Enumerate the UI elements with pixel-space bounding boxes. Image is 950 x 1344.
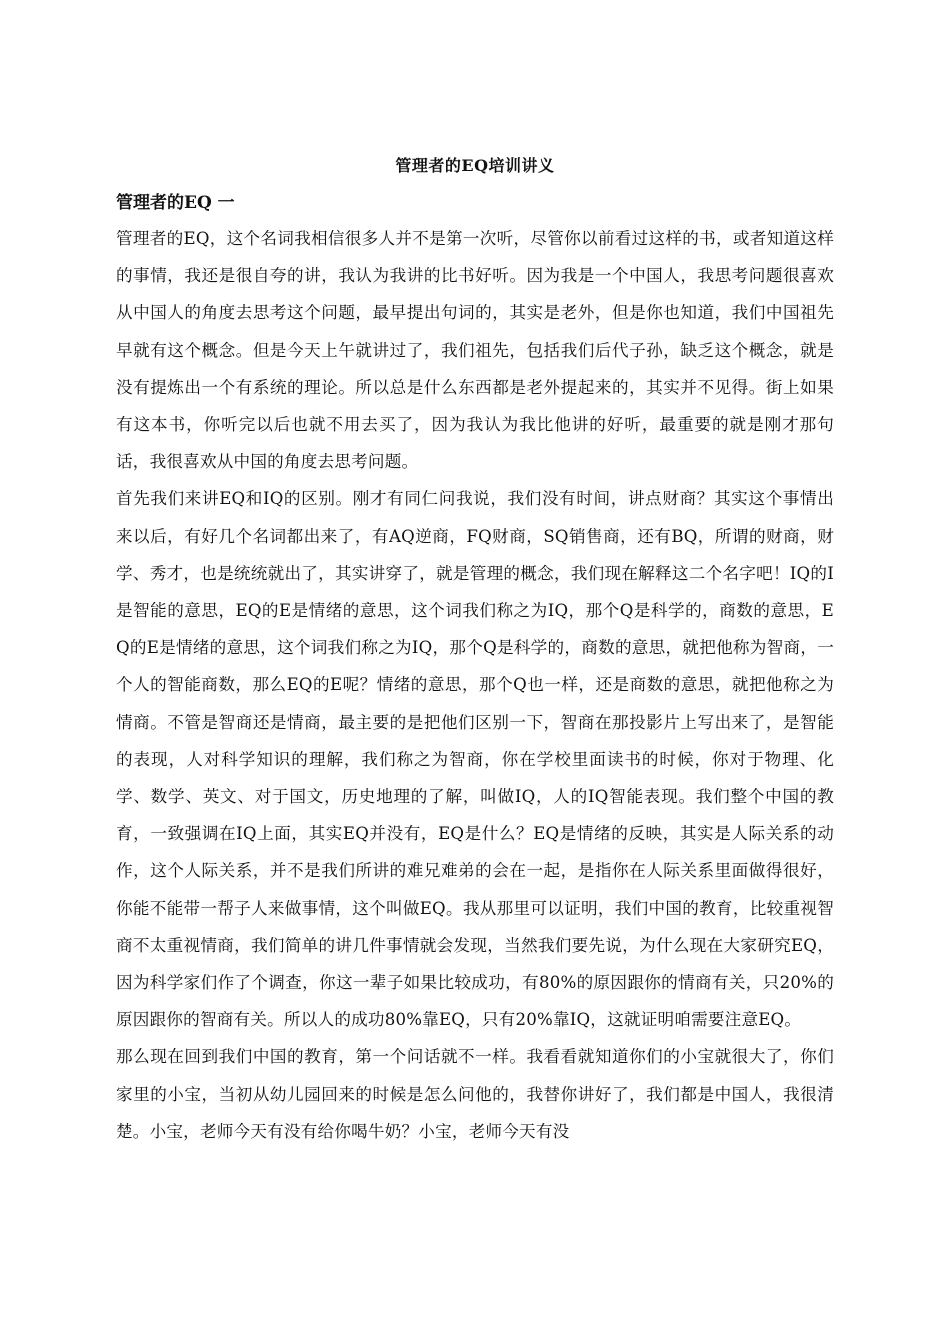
paragraph-intro: 管理者的EQ，这个名词我相信很多人并不是第一次听，尽管你以前看过这样的书，或者知道这样的事情，我还是很自夸的讲，我认为我讲的比书好听。因为我是一个中国人，我思考问题很喜欢从中国人的角度去思考这个问题，最早提出句词的，其实是老外，但是你也知道，我们中国祖先早就有这个概念。但是今天上午就讲过了，我们祖先，包括我们后代子孙，缺乏这个概念，就是没有提炼出一个有系统的理论。所以总是什么东西都是老外提起来的，其实并不见得。街上如果有这本书，你听完以后也就不用去买了，因为我认为我比他讲的好听，最重要的就是刚才那句话，我很喜欢从中国的角度去思考问题。 xyxy=(116,229,834,472)
paragraph-eq-iq: 首先我们来讲EQ和IQ的区别。刚才有同仁问我说，我们没有时间，讲点财商？其实这个事情出来以后，有好几个名词都出来了，有AQ逆商，FQ财商，SQ销售商，还有BQ，所谓的财商，财学、秀才，也是统统就出了，其实讲穿了，就是管理的概念，我们现在解释这二个名字吧！IQ的I是智能的意思，EQ的E是情绪的意思，这个词我们称之为IQ，那个Q是科学的，商数的意思，EQ的E是情绪的意思，这个词我们称之为IQ，那个Q是科学的，商数的意思，就把他称为智商，一个人的智能商数，那么EQ的E呢？情绪的意思，那个Q也一样，还是商数的意思，就把他称之为情商。不管是智商还是情商，最主要的是把他们区别一下，智商在那投影片上写出来了，是智能的表现，人对科学知识的理解，我们称之为智商，你在学校里面读书的时候，你对于物理、化学、数学、英文、对于国文，历史地理的了解，叫做IQ，人的IQ智能表现。我们整个中国的教育，一致强调在IQ上面，其实EQ并没有，EQ是什么？EQ是情绪的反映，其实是人际关系的动作，这个人际关系，并不是我们所讲的难兄难弟的会在一起，是指你在人际关系里面做得很好，你能不能带一帮子人来做事情，这个叫做EQ。我从那里可以证明，我们中国的教育，比较重视智商不太重视情商，我们简单的讲几件事情就会发现，当然我们要先说，为什么现在大家研究EQ，因为科学家们作了个调查，你这一辈子如果比较成功，有80%的原因跟你的情商有关，只20%的原因跟你的智商有关。所以人的成功80%靠EQ，只有20%靠IQ，这就证明咱需要注意EQ。 xyxy=(116,489,834,1030)
document-title: 管理者的EQ培训讲义 xyxy=(395,156,555,175)
paragraph-education: 那么现在回到我们中国的教育，第一个问话就不一样。我看看就知道你们的小宝就很大了，你们家里的小宝，当初从幼儿园回来的时候是怎么问他的，我替你讲好了，我们都是中国人，我很清楚。小宝，老师今天有没有给你喝牛奶？小宝，老师今天有没 xyxy=(116,1047,834,1141)
document-body xyxy=(116,150,834,1150)
section-heading: 管理者的EQ 一 xyxy=(116,193,235,213)
